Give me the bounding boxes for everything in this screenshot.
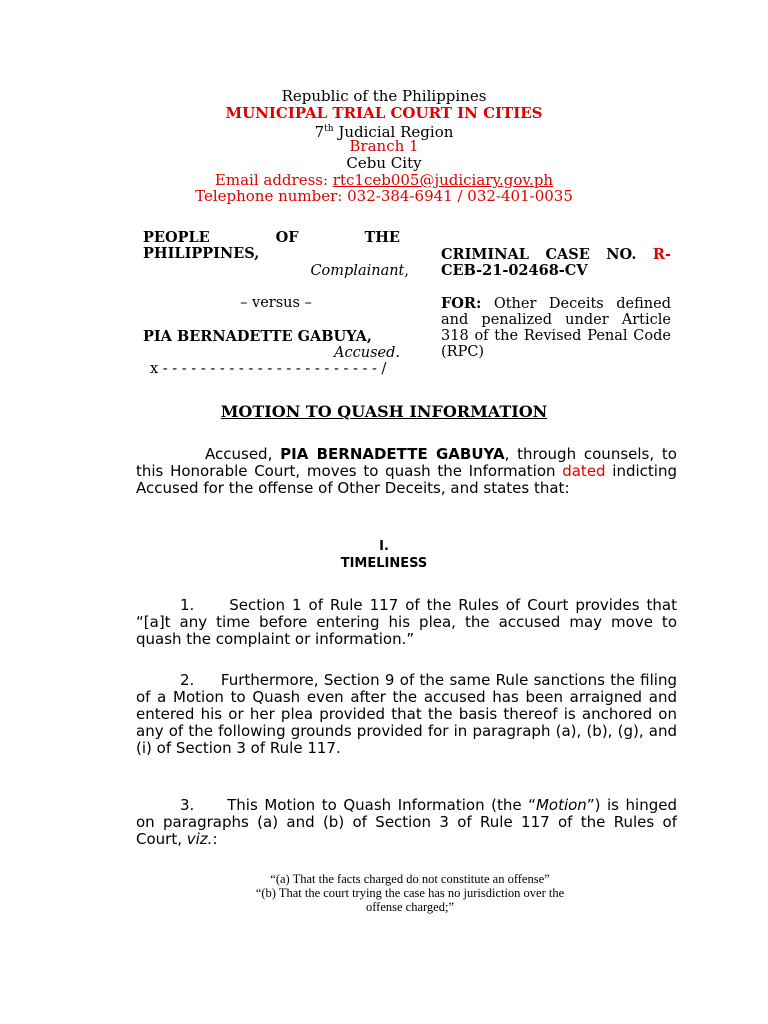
republic-line: Republic of the Philippines	[281, 87, 487, 105]
city-line: Cebu City	[346, 154, 422, 172]
branch-line: Branch 1	[349, 137, 419, 155]
caption-philippines: PHILIPPINES,	[143, 245, 260, 262]
offense-block: FOR: Other Deceits defined and penalized under Article 318 of the Revised Penal Code (RPC)	[441, 295, 671, 360]
email-line: Email address: rtc1ceb005@judiciary.gov.ph	[214, 171, 554, 189]
intro-paragraph: Accused, PIA BERNADETTE GABUYA, through counsels, to this Honorable Court, moves to quash the Information dated indicting Accused for the offense of Other Deceits, and states that:	[136, 445, 677, 497]
caption-accused-name: PIA BERNADETTE GABUYA,	[143, 328, 372, 345]
paragraph-1: 1. Section 1 of Rule 117 of the Rules of Court provides that “[a]t any time before entering his plea, the accused may move to quash the complaint or information.”	[136, 596, 677, 648]
telephone-line: Telephone number: 032-384-6941 / 032-401-0035	[195, 187, 573, 205]
motion-title: MOTION TO QUASH INFORMATION	[220, 402, 548, 421]
paragraph-3: 3. This Motion to Quash Information (the “Motion”) is hinged on paragraphs (a) and (b) of Section 3 of Rule 117 of the Rules of Court, viz.:	[136, 796, 677, 848]
court-name: MUNICIPAL TRIAL COURT IN CITIES	[225, 104, 543, 122]
caption-people-line: PEOPLE OF THE	[143, 229, 400, 246]
caption-versus: – versus –	[240, 295, 312, 311]
caption-complainant: Complainant,	[310, 263, 409, 279]
caption-closing-line: x - - - - - - - - - - - - - - - - - - - - - - - /	[150, 361, 387, 377]
section-number: I.	[379, 539, 389, 554]
email-link[interactable]: rtc1ceb005@judiciary.gov.ph	[332, 171, 554, 189]
section-heading: TIMELINESS	[340, 556, 428, 571]
case-number-block: CRIMINAL CASE NO. R-CEB-21-02468-CV	[441, 246, 671, 279]
quote-a: “(a) That the facts charged do not constitute an offense”	[270, 872, 550, 886]
quote-b: “(b) That the court trying the case has no jurisdiction over the offense charged;”	[255, 886, 565, 914]
caption-accused-role: Accused.	[334, 345, 400, 361]
paragraph-2: 2. Furthermore, Section 9 of the same Rule sanctions the filing of a Motion to Quash even after the accused has been arraigned and entered his or her plea provided that the basis thereof is anchored on any of the following grounds provided for in paragraph (a), (b), (g), and (i) of Section 3 of Rule 117.	[136, 671, 677, 757]
judicial-region: 7th Judicial Region	[314, 123, 454, 141]
